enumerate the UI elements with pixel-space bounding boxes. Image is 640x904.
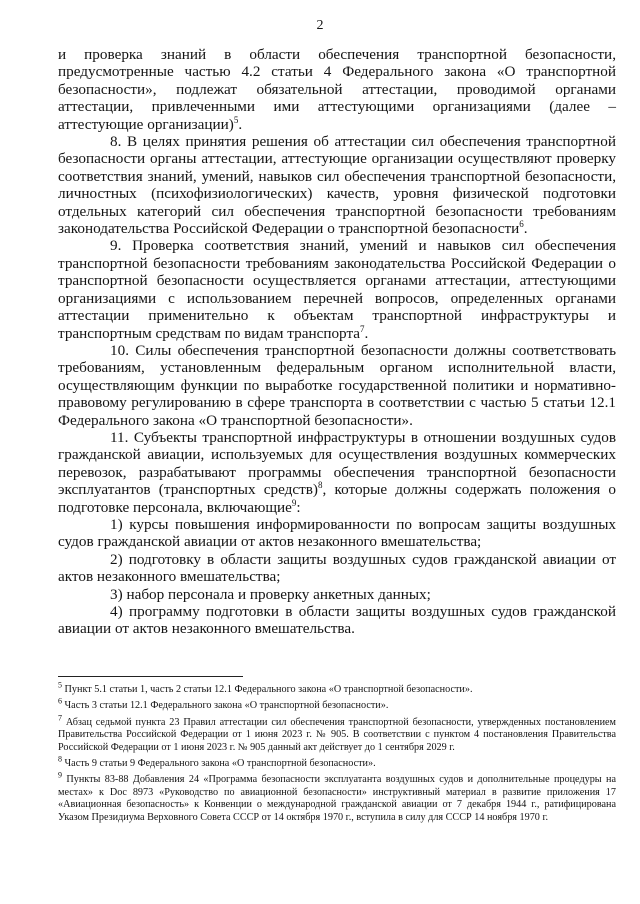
footnote-ref: 9 [291, 497, 297, 508]
footnote-ref: 7 [360, 323, 365, 334]
footnote-separator [58, 676, 243, 677]
list-item-3: 3) набор персонала и проверку анкетных данных; [110, 585, 431, 603]
page-number: 2 [316, 18, 324, 33]
footnote-8: $^8$ Часть 9 статьи 9 Федерального закона «О транспортной безопасности». [58, 754, 376, 770]
footnote-ref: 8 [318, 480, 323, 491]
main-text [58, 46, 616, 638]
footnote-6: $^6$ Часть 3 статьи 12.1 Федерального закона «О транспортной безопасности». [58, 697, 389, 712]
footnote-9: $^9$ Пункты 83-88 Добавления 24 «Программа безопасности эксплуатанта воздушных судов и дополнительные процедуры на местах» к Doc 8973 «Руководство по авиационной безопасности» инструктивный материал в развитие приложения 17 «Авиационная безопасность» к Конвенции о международной гражданской авиации от 7 декабря 1944 г., ратифицирована Указом Президиума Верховного Совета СССР от 14 октября 1970 г., вступила в силу для СССР 14 ноября 1970 г. [58, 771, 616, 823]
footnote-7: $^7$ Абзац седьмой пункта 23 Правил аттестации сил обеспечения транспортной безопасности, утвержденных постановлением Правительства Российской Федерации от 1 июня 2023 г. № 905. В соответствии с пунктом 4 постановления Правительства Российской Федерации от 1 июня 2023 г. № 905 данный акт действует до 1 сентября 2029 г. [58, 713, 616, 753]
paragraph-10: 10. Силы обеспечения транспортной безопасности должны соответствовать требованиям, установленным федеральным органом исполнительной власти, осуществляющим функции по выработке государственной политики и нормативно-правовому регулированию в сфере транспорта в соответствии с частью 5 статьи 12.1 Федерального закона «О транспортной безопасности». [58, 341, 616, 429]
paragraph-continuation: и проверка знаний в области обеспечения транспортной безопасности, предусмотренные частью 4.2 статьи 4 Федерального закона «О транспортной безопасности», подлежат обязательной аттестации, проводимой органами аттестации, привлеченными ими аттестующими организациями (далее – аттестующие организации)$^5$. [58, 46, 616, 133]
list-item-2: 2) подготовку в области защиты воздушных судов гражданской авиации от актов незаконного вмешательства; [58, 550, 616, 586]
paragraph-9: 9. Проверка соответствия знаний, умений и навыков сил обеспечения транспортной безопасности требованиям законодательства Российской Федерации о транспортной безопасности осуществляется органами аттестации, аттестующими организациями с использованием перечней вопросов, определенных органами аттестации применительно к объектам транспортной инфраструктуры и транспортным средствам по видам транспорта$^7$. [58, 237, 616, 342]
list-item-4: 4) программу подготовки в области защиты воздушных судов гражданской авиации от актов незаконного вмешательства. [58, 603, 616, 638]
paragraph-8: 8. В целях принятия решения об аттестации сил обеспечения транспортной безопасности органы аттестации, аттестующие организации осуществляют проверку соответствия знаний, умений, навыков сил обеспечения транспортной безопасности, личностных (психофизиологических) качеств, уровня физической подготовки отдельных категорий сил обеспечения транспортной безопасности требованиям законодательства Российской Федерации о транспортной безопасности$^6$. [58, 133, 616, 238]
footnote-ref: 6 [519, 219, 524, 229]
footnote-ref: 5 [233, 114, 239, 125]
list-item-1: 1) курсы повышения информированности по вопросам защиты воздушных судов гражданской авиации от актов незаконного вмешательства; [58, 515, 616, 551]
footnote-5: $^5$ Пункт 5.1 статьи 1, часть 2 статьи 12.1 Федерального закона «О транспортной безопасности». [58, 680, 473, 695]
footnotes [58, 680, 616, 828]
paragraph-11: 11. Субъекты транспортной инфраструктуры в отношении воздушных судов гражданской авиации, используемых для осуществления воздушных коммерческих перевозок, разрабатывают программы обеспечения транспортной безопасности эксплуатантов (транспортных средств)$^8$, которые должны содержать положения о подготовке персонала, включающие$^9$: [58, 428, 616, 516]
